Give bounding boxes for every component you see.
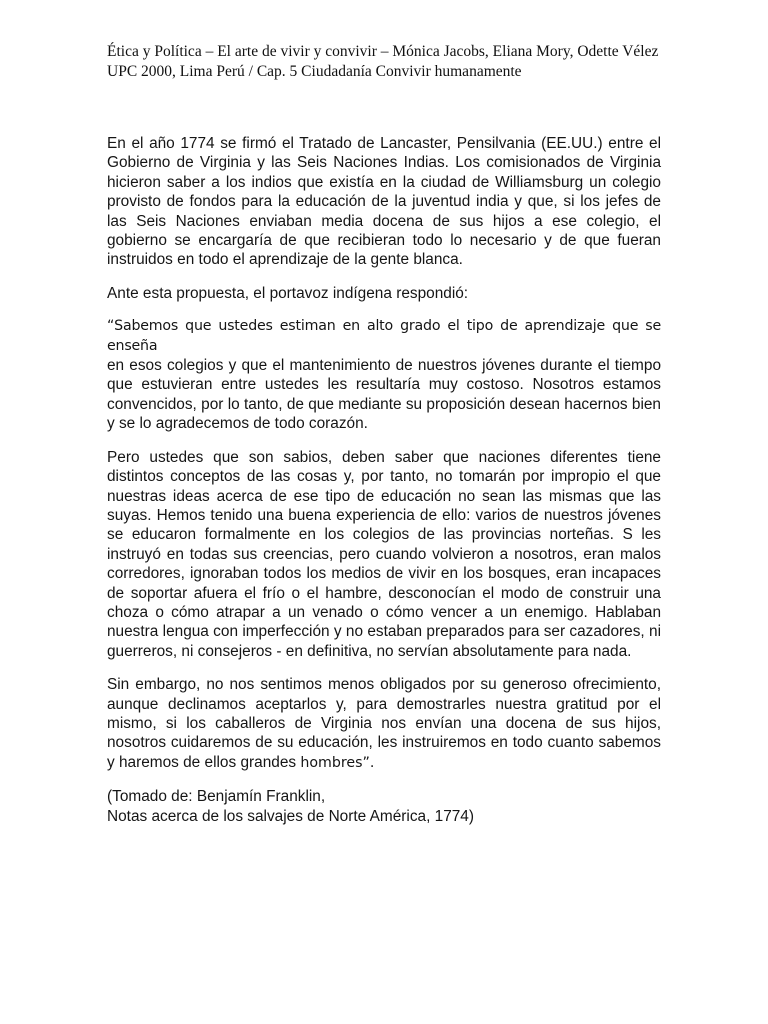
paragraph-response-lead: Ante esta propuesta, el portavoz indígena respondió:: [107, 284, 469, 302]
paragraph-intro: En el año 1774 se firmó el Tratado de Lancaster, Pensilvania (EE.UU.) entre el Gobierno de Virginia y las Seis Naciones Indias. Los comisionados de Virginia hicieron saber a los indios que existía en la ciudad de Williamsburg un colegio provisto de fondos para la educación de la juventud india y que, si los jefes de las Seis Naciones enviaban media docena de sus hijos a ese colegio, el gobierno se encargaría de que recibieran todo lo necesario y de que fueran instruidos en todo el aprendizaje de la gente blanca.: [107, 135, 661, 269]
quote-continuation: en esos colegios y que el mantenimiento de nuestros jóvenes durante el tiempo que estuvieran entre ustedes les resultaría muy costoso. Nosotros estamos convencidos, por lo tanto, de que mediante su proposición desean hacernos bien y se lo agradecemos de todo corazón.: [107, 357, 661, 433]
document-header: [107, 42, 667, 82]
citation-line-2: Notas acerca de los salvajes de Norte América, 1774): [107, 807, 474, 825]
header-line-1: Ética y Política – El arte de vivir y convivir – Mónica Jacobs, Eliana Mory, Odette Vélez: [107, 43, 659, 60]
quote-closing-text: Sin embargo, no nos sentimos menos obligados por su generoso ofrecimiento, aunque declinamos aceptarlos y, para demostrarles nuestra gratitud por el mismo, si los caballeros de Virginia nos envían una docena de sus hijos, nosotros cuidaremos de su educación, les instruiremos en todo cuanto sabemos y haremos de ellos grandes: [107, 676, 661, 771]
document-body: [107, 134, 661, 826]
paragraph-quote-2: Pero ustedes que son sabios, deben saber que naciones diferentes tiene distintos conceptos de las cosas y, por tanto, no tomarán por impropio el que nuestras ideas acerca de ese tipo de educación no sean las mismas que las suyas. Hemos tenido una buena experiencia de ello: varios de nuestros jóvenes se educaron formalmente en los colegios de las provincias norteñas. S les instruyó en todas sus creencias, pero cuando volvieron a nosotros, eran malos corredores, ignoraban todos los medios de vivir en los bosques, eran incapaces de soportar afuera el frío o el hambre, desconocían el modo de construir una choza o cómo atrapar a un venado o cómo vencer a un enemigo. Hablaban nuestra lengua con imperfección y no estaban preparados para ser cazadores, ni guerreros, ni consejeros - en definitiva, no servían absolutamente para nada.: [107, 448, 661, 660]
header-line-2: UPC 2000, Lima Perú / Cap. 5 Ciudadanía Convivir humanamente: [107, 63, 522, 80]
quote-opening-line: “Sabemos que ustedes estiman en alto grado el tipo de aprendizaje que se enseña: [107, 318, 661, 354]
quote-closing-word: hombres”.: [300, 754, 375, 771]
paragraph-quote-1: [107, 317, 661, 433]
paragraph-quote-3: [107, 675, 661, 773]
citation-line-1: (Tomado de: Benjamín Franklin,: [107, 788, 326, 806]
citation: [107, 787, 661, 826]
